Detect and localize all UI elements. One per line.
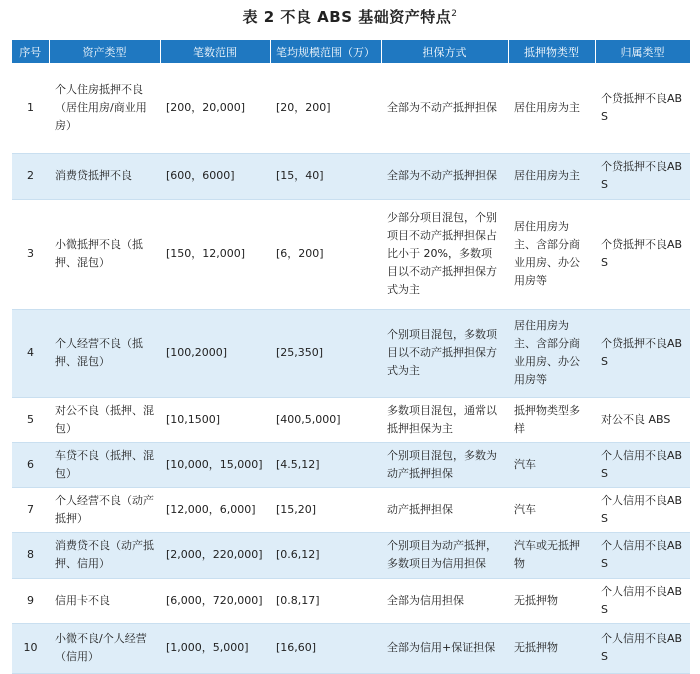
cell-guarantee: 全部为不动产抵押担保 [381,63,508,153]
cell-count-range: [2,000，220,000] [160,532,270,578]
cell-category: 个人信用不良ABS [595,487,690,532]
cell-category: 个人信用不良ABS [595,442,690,487]
table-row [12,309,690,397]
cell-collateral: 无抵押物 [508,623,595,673]
cell-avg-size-range: [15，40] [270,153,381,199]
table-row [12,199,690,309]
header-row [12,40,690,63]
cell-index: 6 [12,442,49,487]
cell-asset-type: 消费贷抵押不良 [49,153,160,199]
cell-asset-type: 信用卡不良 [49,578,160,623]
table-caption [0,6,700,27]
cell-category: 个贷抵押不良ABS [595,309,690,397]
cell-category: 个人信用不良ABS [595,623,690,673]
cell-guarantee: 少部分项目混包，个别项目不动产抵押担保占比小于 20%，多数项目以不动产抵押担保方式为主 [381,199,508,309]
cell-collateral: 汽车 [508,442,595,487]
cell-asset-type: 小微抵押不良（抵押、混包） [49,199,160,309]
cell-avg-size-range: [0.6,12] [270,532,381,578]
cell-category: 对公不良 ABS [595,397,690,442]
cell-asset-type: 小微不良/个人经营（信用） [49,623,160,673]
cell-category: 个贷抵押不良ABS [595,63,690,153]
cell-index: 9 [12,578,49,623]
cell-asset-type: 对公不良（抵押、混包） [49,397,160,442]
col-header-guarantee: 担保方式 [381,40,508,63]
cell-guarantee: 个别项目混包，多数项目以不动产抵押担保方式为主 [381,309,508,397]
col-header-collateral: 抵押物类型 [508,40,595,63]
cell-avg-size-range: [16,60] [270,623,381,673]
abs-assets-table [12,40,691,674]
cell-count-range: [200，20,000] [160,63,270,153]
cell-count-range: [100,2000] [160,309,270,397]
cell-index: 2 [12,153,49,199]
cell-collateral: 居住用房为主、含部分商业用房、办公用房等 [508,309,595,397]
cell-asset-type: 车贷不良（抵押、混包） [49,442,160,487]
cell-index: 5 [12,397,49,442]
table-row [12,532,690,578]
cell-guarantee: 全部为信用担保 [381,578,508,623]
cell-collateral: 汽车 [508,487,595,532]
cell-collateral: 居住用房为主 [508,153,595,199]
cell-category: 个贷抵押不良ABS [595,199,690,309]
cell-avg-size-range: [4.5,12] [270,442,381,487]
table-row [12,578,690,623]
cell-index: 3 [12,199,49,309]
table-row [12,442,690,487]
cell-collateral: 抵押物类型多样 [508,397,595,442]
cell-avg-size-range: [20，200] [270,63,381,153]
cell-asset-type: 个人经营不良（抵押、混包） [49,309,160,397]
table-row [12,487,690,532]
cell-count-range: [10,000，15,000] [160,442,270,487]
cell-avg-size-range: [6，200] [270,199,381,309]
cell-category: 个人信用不良ABS [595,578,690,623]
cell-avg-size-range: [25,350] [270,309,381,397]
col-header-index: 序号 [12,40,49,63]
cell-collateral: 无抵押物 [508,578,595,623]
cell-guarantee: 多数项目混包，通常以抵押担保为主 [381,397,508,442]
col-header-avg-size-range: 笔均规模范围（万） [270,40,381,63]
cell-count-range: [6,000，720,000] [160,578,270,623]
cell-count-range: [12,000，6,000] [160,487,270,532]
cell-count-range: [1,000，5,000] [160,623,270,673]
cell-avg-size-range: [0.8,17] [270,578,381,623]
cell-guarantee: 个别项目为动产抵押，多数项目为信用担保 [381,532,508,578]
cell-avg-size-range: [400,5,000] [270,397,381,442]
cell-index: 10 [12,623,49,673]
cell-guarantee: 动产抵押担保 [381,487,508,532]
cell-guarantee: 全部为信用+保证担保 [381,623,508,673]
cell-count-range: [600，6000] [160,153,270,199]
cell-count-range: [10,1500] [160,397,270,442]
cell-index: 1 [12,63,49,153]
cell-category: 个人信用不良ABS [595,532,690,578]
col-header-count-range: 笔数范围 [160,40,270,63]
cell-count-range: [150，12,000] [160,199,270,309]
table-row [12,63,690,153]
table-row [12,153,690,199]
cell-index: 8 [12,532,49,578]
cell-index: 4 [12,309,49,397]
cell-asset-type: 个人经营不良（动产抵押） [49,487,160,532]
cell-collateral: 居住用房为主、含部分商业用房、办公用房等 [508,199,595,309]
table-row [12,623,690,673]
cell-asset-type: 消费贷不良（动产抵押、信用） [49,532,160,578]
cell-guarantee: 全部为不动产抵押担保 [381,153,508,199]
col-header-asset-type: 资产类型 [49,40,160,63]
cell-index: 7 [12,487,49,532]
col-header-category: 归属类型 [595,40,690,63]
cell-collateral: 汽车或无抵押物 [508,532,595,578]
cell-asset-type: 个人住房抵押不良（居住用房/商业用房） [49,63,160,153]
cell-category: 个贷抵押不良ABS [595,153,690,199]
cell-guarantee: 个别项目混包，多数为动产抵押担保 [381,442,508,487]
table-title: 表 2 不良 ABS 基础资产特点 [242,8,452,26]
footnote-ref: 2 [451,9,458,19]
cell-avg-size-range: [15,20] [270,487,381,532]
table-row [12,397,690,442]
cell-collateral: 居住用房为主 [508,63,595,153]
